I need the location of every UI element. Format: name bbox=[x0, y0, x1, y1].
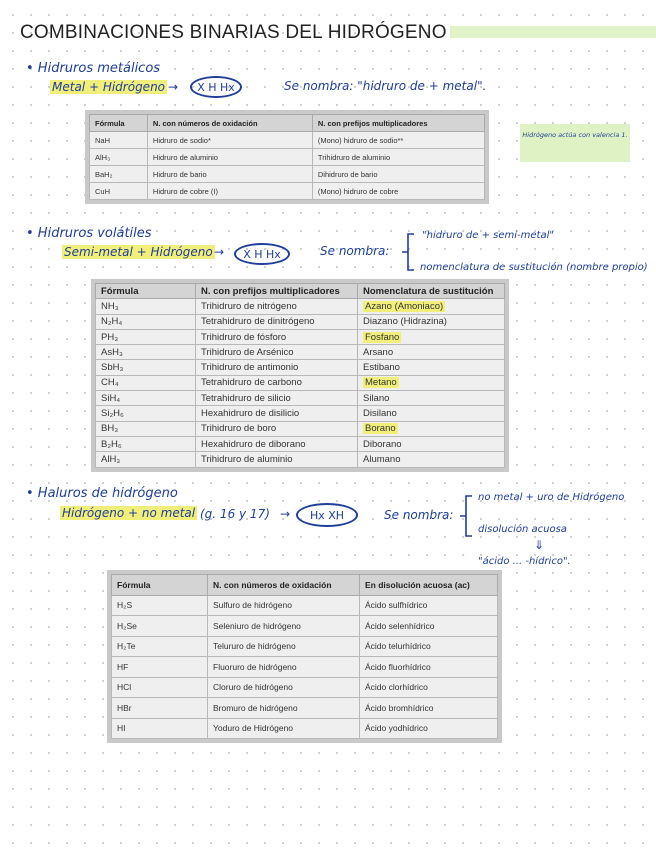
formula-cell: CuH bbox=[90, 183, 148, 200]
cell: Disilano bbox=[358, 406, 505, 421]
cell: Tetrahidruro de silicio bbox=[196, 391, 358, 406]
header-cell: N. con prefijos multiplicadores bbox=[312, 115, 484, 132]
table-row bbox=[96, 406, 505, 421]
formula-cell: HI bbox=[112, 718, 208, 739]
cell: Trihidruro de aluminio bbox=[312, 149, 484, 166]
cell: (Mono) hidruro de cobre bbox=[312, 183, 484, 200]
header-cell: Fórmula bbox=[112, 575, 208, 596]
table-row bbox=[112, 616, 498, 637]
cell: Ácido bromhídrico bbox=[360, 698, 498, 719]
section2-arrow: → bbox=[214, 245, 225, 259]
cell: Trihidruro de antimonio bbox=[196, 360, 358, 375]
cell: Trihidruro de aluminio bbox=[196, 452, 358, 467]
cell: Ácido fluorhídrico bbox=[360, 657, 498, 678]
formula-cell: AlH₃ bbox=[96, 452, 196, 467]
table-row bbox=[112, 718, 498, 739]
page-title: COMBINACIONES BINARIAS DEL HIDRÓGENO bbox=[20, 22, 447, 43]
formula-cell: HBr bbox=[112, 698, 208, 719]
section3-naming: Se nombra: bbox=[384, 508, 454, 522]
section3-groups: (g. 16 y 17) bbox=[200, 507, 270, 521]
formula-cell: NH₃ bbox=[96, 299, 196, 314]
volatile-hydrides-table bbox=[95, 283, 505, 468]
cell: Arsano bbox=[358, 345, 505, 360]
section1-formula-oval bbox=[190, 76, 242, 98]
formula-cell: H₂Te bbox=[112, 636, 208, 657]
formula-cell: NaH bbox=[90, 132, 148, 149]
formula-cell: H₂Se bbox=[112, 616, 208, 637]
table-row bbox=[90, 183, 485, 200]
table-row bbox=[90, 149, 485, 166]
cell: Ácido clorhídrico bbox=[360, 677, 498, 698]
cell: Hidruro de bario bbox=[147, 166, 312, 183]
cell: Trihidruro de fósforo bbox=[196, 329, 358, 344]
cell: Diazano (Hidrazina) bbox=[358, 314, 505, 329]
section2-option-name: "hidruro de + semi-metal" bbox=[422, 230, 554, 241]
formula-cell: PH₃ bbox=[96, 329, 196, 344]
section2-formula-oval bbox=[234, 243, 290, 265]
section3-arrow: → bbox=[280, 507, 291, 521]
cell: Cloruro de hidrógeno bbox=[208, 677, 360, 698]
formula-cell: Si₂H₆ bbox=[96, 406, 196, 421]
formula-cell: HCl bbox=[112, 677, 208, 698]
cell: Trihidruro de Arsénico bbox=[196, 345, 358, 360]
cell: Trihidruro de boro bbox=[196, 421, 358, 436]
header-cell: Fórmula bbox=[96, 284, 196, 299]
cell: Dihidruro de bario bbox=[312, 166, 484, 183]
cell: Yoduro de Hidrógeno bbox=[208, 718, 360, 739]
section1-formula: X H Hx bbox=[197, 80, 235, 94]
table-row bbox=[96, 391, 505, 406]
header-cell: Nomenclatura de sustitución bbox=[358, 284, 505, 299]
header-cell: Fórmula bbox=[90, 115, 148, 132]
cell: Hidruro de sodio* bbox=[147, 132, 312, 149]
formula-cell: N₂H₄ bbox=[96, 314, 196, 329]
cell: Ácido sulfhídrico bbox=[360, 595, 498, 616]
formula-cell: HF bbox=[112, 657, 208, 678]
section1-arrow: → bbox=[168, 80, 179, 94]
table-row bbox=[112, 595, 498, 616]
section1-rule: Metal + Hidrógeno bbox=[52, 80, 166, 94]
section3-heading: • Haluros de hidrógeno bbox=[26, 486, 178, 501]
hydrogen-halides-table bbox=[111, 574, 498, 739]
cell: Tetrahidruro de dinitrógeno bbox=[196, 314, 358, 329]
cell: Hexahidruro de disilicio bbox=[196, 406, 358, 421]
table-header-row bbox=[96, 284, 505, 299]
formula-cell: AsH₃ bbox=[96, 345, 196, 360]
cell: Hexahidruro de diborano bbox=[196, 436, 358, 451]
cell: Hidruro de aluminio bbox=[147, 149, 312, 166]
table-row bbox=[96, 299, 505, 314]
cell: Fluoruro de hidrógeno bbox=[208, 657, 360, 678]
cell: (Mono) hidruro de sodio** bbox=[312, 132, 484, 149]
formula-cell: SiH₄ bbox=[96, 391, 196, 406]
cell: Seleniuro de hidrógeno bbox=[208, 616, 360, 637]
valence-note: Hidrógeno actúa con valencia 1. bbox=[520, 124, 630, 162]
brace-icon bbox=[398, 230, 418, 274]
highlighted-cell: Fosfano bbox=[365, 331, 400, 343]
formula-cell: H₂S bbox=[112, 595, 208, 616]
header-cell: N. con números de oxidación bbox=[147, 115, 312, 132]
section3-rule: Hidrógeno + no metal bbox=[62, 506, 196, 520]
formula-cell: B₂H₆ bbox=[96, 436, 196, 451]
highlighted-cell: Metano bbox=[365, 377, 397, 389]
section3-option-acid: "ácido ... -hídrico". bbox=[478, 556, 571, 567]
cell: Hidruro de cobre (I) bbox=[147, 183, 312, 200]
table-row bbox=[90, 132, 485, 149]
table-row bbox=[112, 657, 498, 678]
table-row bbox=[112, 677, 498, 698]
table-row bbox=[96, 314, 505, 329]
header-cell: En disolución acuosa (ac) bbox=[360, 575, 498, 596]
section3-option-aqueous: disolución acuosa bbox=[478, 524, 567, 535]
table-row bbox=[96, 360, 505, 375]
table-row bbox=[96, 345, 505, 360]
section1-heading: • Hidruros metálicos bbox=[26, 61, 161, 76]
highlighted-cell: Borano bbox=[365, 423, 396, 435]
section2-rule: Semi-metal + Hidrógeno bbox=[64, 245, 213, 259]
table-row bbox=[96, 452, 505, 467]
table-row bbox=[96, 421, 505, 436]
formula-cell: BaH₂ bbox=[90, 166, 148, 183]
section3-formula: Hx XH bbox=[309, 508, 345, 522]
cell: Alumano bbox=[358, 452, 505, 467]
brace-icon bbox=[456, 492, 476, 540]
cell: Diborano bbox=[358, 436, 505, 451]
table-row bbox=[96, 375, 505, 390]
table-row bbox=[96, 329, 505, 344]
cell: Bromuro de hidrógeno bbox=[208, 698, 360, 719]
table-row bbox=[112, 698, 498, 719]
cell: Estibano bbox=[358, 360, 505, 375]
table-header-row bbox=[112, 575, 498, 596]
section2-option-substitution: nomenclatura de sustitución (nombre propio) bbox=[420, 262, 648, 273]
table-row bbox=[90, 166, 485, 183]
formula-cell: SbH₃ bbox=[96, 360, 196, 375]
formula-cell: AlH₃ bbox=[90, 149, 148, 166]
cell: Telururo de hidrógeno bbox=[208, 636, 360, 657]
title-highlight bbox=[450, 26, 656, 38]
cell: Tetrahidruro de carbono bbox=[196, 375, 358, 390]
cell: Silano bbox=[358, 391, 505, 406]
cell: Ácido telurhídrico bbox=[360, 636, 498, 657]
highlighted-cell: Azano (Amoniaco) bbox=[365, 300, 444, 312]
cell: Trihidruro de nitrógeno bbox=[196, 299, 358, 314]
down-arrow-icon: ⇓ bbox=[534, 538, 545, 552]
table-header-row bbox=[90, 115, 485, 132]
header-cell: N. con números de oxidación bbox=[208, 575, 360, 596]
cell: Ácido yodhídrico bbox=[360, 718, 498, 739]
cell: Ácido selenhídrico bbox=[360, 616, 498, 637]
section3-option-uro: no metal + uro de Hidrógeno bbox=[478, 492, 625, 503]
section1-naming: Se nombra: "hidruro de + metal". bbox=[284, 79, 487, 93]
section2-naming: Se nombra: bbox=[320, 244, 390, 258]
table-row bbox=[112, 636, 498, 657]
metal-hydrides-table bbox=[89, 114, 485, 200]
section3-formula-oval bbox=[296, 503, 358, 527]
formula-cell: CH₄ bbox=[96, 375, 196, 390]
cell: Sulfuro de hidrógeno bbox=[208, 595, 360, 616]
formula-cell: BH₃ bbox=[96, 421, 196, 436]
section2-formula: X H Hx bbox=[243, 247, 281, 261]
section2-heading: • Hidruros volátiles bbox=[26, 226, 152, 241]
table-row bbox=[96, 436, 505, 451]
header-cell: N. con prefijos multiplicadores bbox=[196, 284, 358, 299]
